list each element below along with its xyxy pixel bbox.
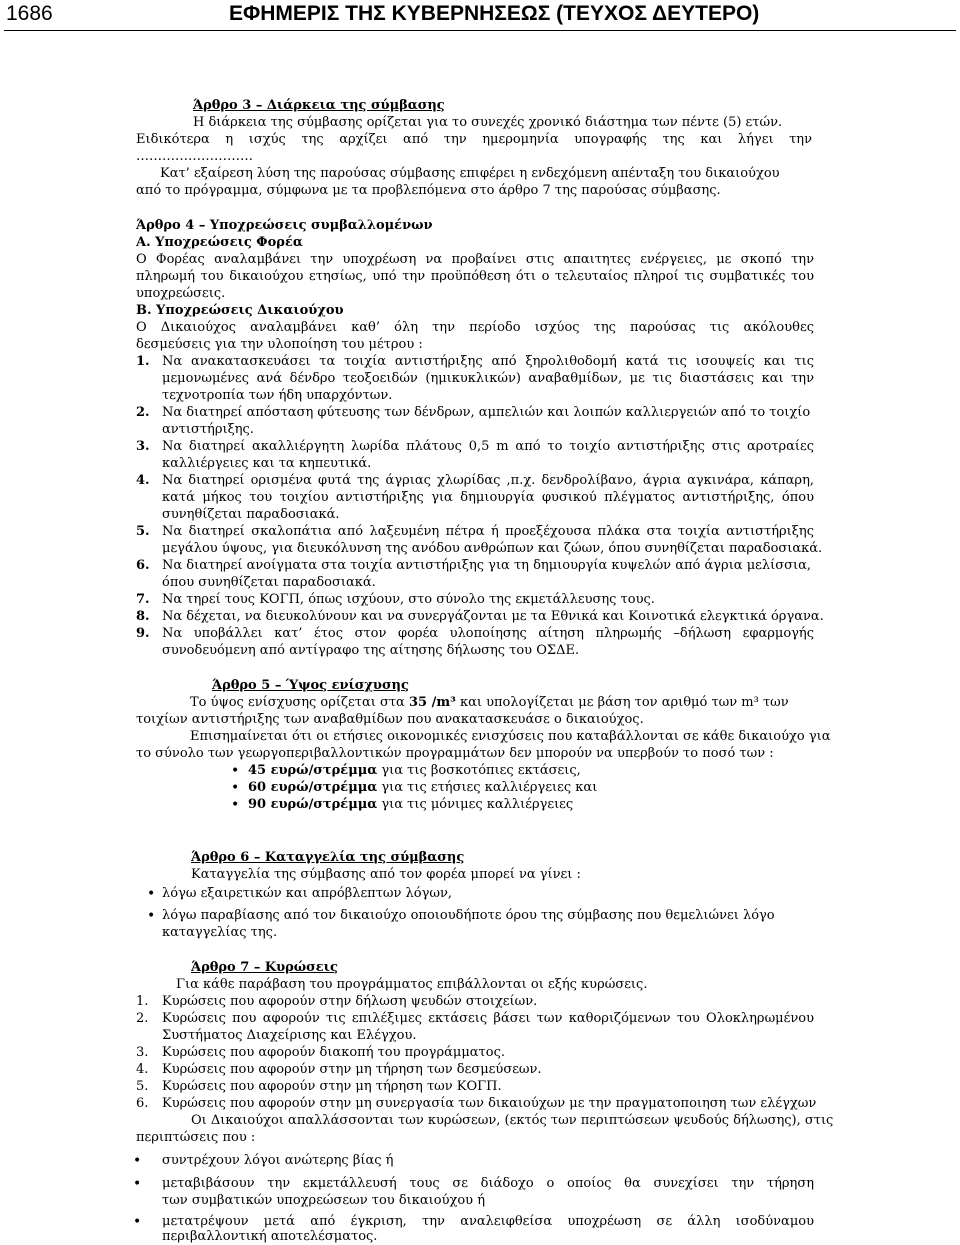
article-6-line: Καταγγελία της σύμβασης από τον φορέα μπορεί να γίνει : [191, 867, 581, 882]
list-number: 1. [136, 354, 150, 369]
list-number: 7. [136, 592, 150, 607]
bullet-icon: • [231, 763, 240, 779]
list-number: 2. [136, 405, 150, 420]
list-item: μεμονωμένες ανά δένδρο τεοξοειδών (ημικυκλικών) αναβαθμίδων, με τις διαστάσεις και την [162, 371, 814, 386]
bullet-icon: • [231, 797, 240, 813]
termination-reason: λόγω παραβίασης από τον δικαιούχο οποιουδήποτε όρου της σύμβασης που θεμελιώνει λόγο [162, 908, 775, 923]
article-3-line: Η διάρκεια της σύμβασης ορίζεται για το συνεχές χρονικό διάστημα των πέντε (5) ετών. [193, 115, 783, 130]
limit-amount: 90 ευρώ/στρέμμα [248, 797, 378, 812]
limit-amount: 60 ευρώ/στρέμμα [248, 780, 378, 795]
article-3-line: από το πρόγραμμα, σύμφωνα με τα προβλεπόμενα στο άρθρο 7 της παρούσας σύμβασης. [136, 183, 721, 198]
article-4-line: πληρωμή του δικαιούχου ετησίως, υπό την προϋπόθεση ότι ο τελευταίος πληροί τις συμβατικές του [136, 269, 814, 284]
bullet-icon: • [133, 1153, 142, 1169]
sanction-item: Κυρώσεις που αφορούν στην μη τήρηση των ΚΟΓΠ. [162, 1079, 502, 1094]
aid-text: Το ύψος ενίσχυσης ορίζεται στα [190, 695, 405, 710]
page-header [4, 0, 956, 31]
bullet-icon: • [133, 1176, 142, 1192]
article-7-line: περιπτώσεις που : [136, 1130, 256, 1145]
article-6-heading: Άρθρο 6 – Καταγγελία της σύμβασης [191, 850, 465, 865]
article-4-line: υποχρεώσεις. [136, 286, 226, 301]
aid-text: και υπολογίζεται με βάση τον αριθμό των m³ των [459, 695, 789, 710]
termination-reason: καταγγελίας της. [162, 925, 278, 940]
list-number: 3. [136, 1045, 149, 1060]
list-number: 4. [136, 1062, 149, 1077]
sanction-item: Κυρώσεις που αφορούν τις επιλέξιμες εκτάσεις βάσει των καθοριζόμενων του Ολοκληρωμένου [162, 1011, 814, 1026]
bullet-icon: • [147, 908, 156, 924]
article-5-line: τοιχίων αντιστήριξης των αναβαθμίδων που ανακατασκευάσε ο δικαιούχος. [136, 712, 644, 727]
list-number: 3. [136, 439, 150, 454]
list-number: 8. [136, 609, 150, 624]
article-3-line: ……………………… [136, 149, 253, 164]
limit-label: για τις βοσκοτόπιες εκτάσεις, [381, 763, 581, 778]
exemption-item: συντρέχουν λόγοι ανώτερης βίας ή [162, 1153, 394, 1168]
aid-amount: 35 /m³ [408, 695, 456, 710]
bullet-icon: • [147, 886, 156, 902]
termination-reason: λόγω εξαιρετικών και απρόβλεπτων λόγων, [162, 886, 453, 901]
list-number: 2. [136, 1011, 149, 1026]
list-item: Να ανακατασκευάσει τα τοιχία αντιστήριξης από ξηρολιθοδομή κατά τις ισουψείς και τις [162, 354, 814, 369]
article-5-line: το σύνολο των γεωργοπεριβαλλοντικών προγραμμάτων δεν μπορούν να υπερβούν το ποσό των : [136, 746, 774, 761]
article-3-heading: Άρθρο 3 – Διάρκεια της σύμβασης [193, 98, 445, 113]
sanction-item: Συστήματος Διαχείρισης και Ελέγχου. [162, 1028, 417, 1043]
page-number: 1686 [6, 2, 53, 25]
list-item: Να υποβάλλει κατ’ έτος στον φορέα υλοποίησης αίτηση πληρωμής –δήλωση εφαρμογής [162, 626, 814, 641]
list-number: 1. [136, 994, 149, 1009]
list-number: 5. [136, 1079, 149, 1094]
article-4-heading: Άρθρο 4 – Υποχρεώσεις συμβαλλομένων [136, 218, 433, 233]
article-7-heading: Άρθρο 7 – Κυρώσεις [191, 960, 338, 975]
list-item: μεγάλου ύψους, για διευκόλυνση της ανόδου ανθρώπων και ζώων, όπου συνηθίζεται παραδοσιακά. [162, 541, 823, 556]
list-item: όπου συνηθίζεται παραδοσιακά. [162, 575, 376, 590]
list-item: συνοδευόμενη από αντίγραφο της αίτησης δήλωσης του ΟΣΔΕ. [162, 643, 580, 658]
limit-item [248, 797, 808, 813]
obligations-a-heading: Α. Υποχρεώσεις Φορέα [136, 235, 303, 250]
list-item: Να δέχεται, να διευκολύνουν και να συνεργάζονται με τα Εθνικά και Κοινοτικά ελεγκτικά όργανα. [162, 609, 824, 624]
gazette-title: ΕΦΗΜΕΡΙΣ ΤΗΣ ΚΥΒΕΡΝΗΣΕΩΣ (ΤΕΥΧΟΣ ΔΕΥΤΕΡΟ) [229, 2, 760, 25]
sanction-item: Κυρώσεις που αφορούν στην μη τήρηση των δεσμεύσεων. [162, 1062, 542, 1077]
list-item: Να διατηρεί ανοίγματα στα τοιχία αντιστήριξης για τη δημιουργία κυψελών από άγρια μελίσσια, [162, 558, 811, 573]
list-number: 4. [136, 473, 150, 488]
list-item: Να διατηρεί ορισμένα φυτά της άγριας χλωρίδας ,π.χ. δενδρολίβανο, άγρια αγκινάρα, κάπαρη, [162, 473, 814, 488]
sanction-item: Κυρώσεις που αφορούν διακοπή του προγράμματος. [162, 1045, 505, 1060]
list-item: Να τηρεί τους ΚΟΓΠ, όπως ισχύουν, στο σύνολο της εκμετάλλευσης τους. [162, 592, 655, 607]
bullet-icon: • [231, 780, 240, 796]
list-item: Να διατηρεί απόσταση φύτευσης των δένδρων, αμπελιών και λοιπών καλλιεργειών από το τοιχίο [162, 405, 811, 420]
list-item: αντιστήριξης. [162, 422, 254, 437]
exemption-item: μετατρέψουν μετά από έγκριση, την αναλειφθείσα υποχρέωση σε άλλη ισοδύναμου [162, 1214, 814, 1229]
list-item: τεχνοτροπία των ήδη υπαρχόντων. [162, 388, 393, 403]
article-7-line: Οι Δικαιούχοι απαλλάσσονται των κυρώσεων, (εκτός των περιπτώσεων ψευδούς δήλωσης), στις [191, 1113, 834, 1128]
list-item: κατά μήκος του τοιχίου αντιστήριξης για δημιουργία φυσικού πλέγματος αντιστήριξης, όπου [162, 490, 814, 505]
sanction-item: Κυρώσεις που αφορούν στην δήλωση ψευδών στοιχείων. [162, 994, 538, 1009]
article-3-line: Κατ’ εξαίρεση λύση της παρούσας σύμβασης επιφέρει η ενδεχόμενη απένταξη του δικαιούχου [160, 166, 780, 181]
article-4-line: δεσμεύσεις για την υλοποίηση του μέτρου : [136, 337, 423, 352]
limit-label: για τις ετήσιες καλλιέργειες και [381, 780, 598, 795]
list-item: Να διατηρεί ακαλλιέργητη λωρίδα πλάτους 0,5 m από το τοιχίο αντιστήριξης στις αροτραίες [162, 439, 814, 454]
limit-amount: 45 ευρώ/στρέμμα [248, 763, 378, 778]
article-4-line: Ο Φορέας αναλαμβάνει την υποχρέωση να προβαίνει στις απαιτητες ενέργειες, με σκοπό την [136, 252, 814, 267]
list-number: 5. [136, 524, 150, 539]
exemption-item: μεταβιβάσουν την εκμετάλλευσή τους σε διάδοχο ο οποίος θα συνεχίσει την τήρηση [162, 1176, 814, 1191]
limit-item [248, 763, 808, 779]
article-5-line: Επισημαίνεται ότι οι ετήσιες οικονομικές ενισχύσεις που καταβάλλονται σε κάθε δικαιούχο για [190, 729, 831, 744]
article-5-line [190, 695, 820, 711]
article-5-heading: Άρθρο 5 – Ύψος ενίσχυσης [212, 678, 409, 693]
list-item: συνηθίζεται παραδοσιακά. [162, 507, 340, 522]
list-number: 6. [136, 558, 150, 573]
obligations-b-heading: Β. Υποχρεώσεις Δικαιούχου [136, 303, 344, 318]
exemption-item: των συμβατικών υποχρεώσεων του δικαιούχου ή [162, 1193, 486, 1208]
sanction-item: Κυρώσεις που αφορούν στην μη συνεργασία των δικαιούχων με την πραγματοποιηση των ελέγχων [162, 1096, 817, 1111]
article-7-line: Για κάθε παράβαση του προγράμματος επιβάλλονται οι εξής κυρώσεις. [176, 977, 648, 992]
list-item: Να διατηρεί σκαλοπάτια από λαξευμένη πέτρα ή προεξέχουσα πλάκα στα τοιχία αντιστήριξης [162, 524, 814, 539]
article-4-line: Ο Δικαιούχος αναλαμβάνει καθ’ όλη την περίοδο ισχύος της παρούσας τις ακόλουθες [136, 320, 814, 335]
list-item: καλλιέργειες και τα κηπευτικά. [162, 456, 372, 471]
limit-label: για τις μόνιμες καλλιέργειες [381, 797, 574, 812]
exemption-item: περιβαλλοντική αποτελέσματος. [162, 1229, 378, 1244]
article-3-line: Ειδικότερα η ισχύς της αρχίζει από την ημερομηνία υπογραφής της και λήγει την [136, 132, 812, 147]
bullet-icon: • [133, 1214, 142, 1230]
list-number: 9. [136, 626, 150, 641]
list-number: 6. [136, 1096, 149, 1111]
limit-item [248, 780, 808, 796]
